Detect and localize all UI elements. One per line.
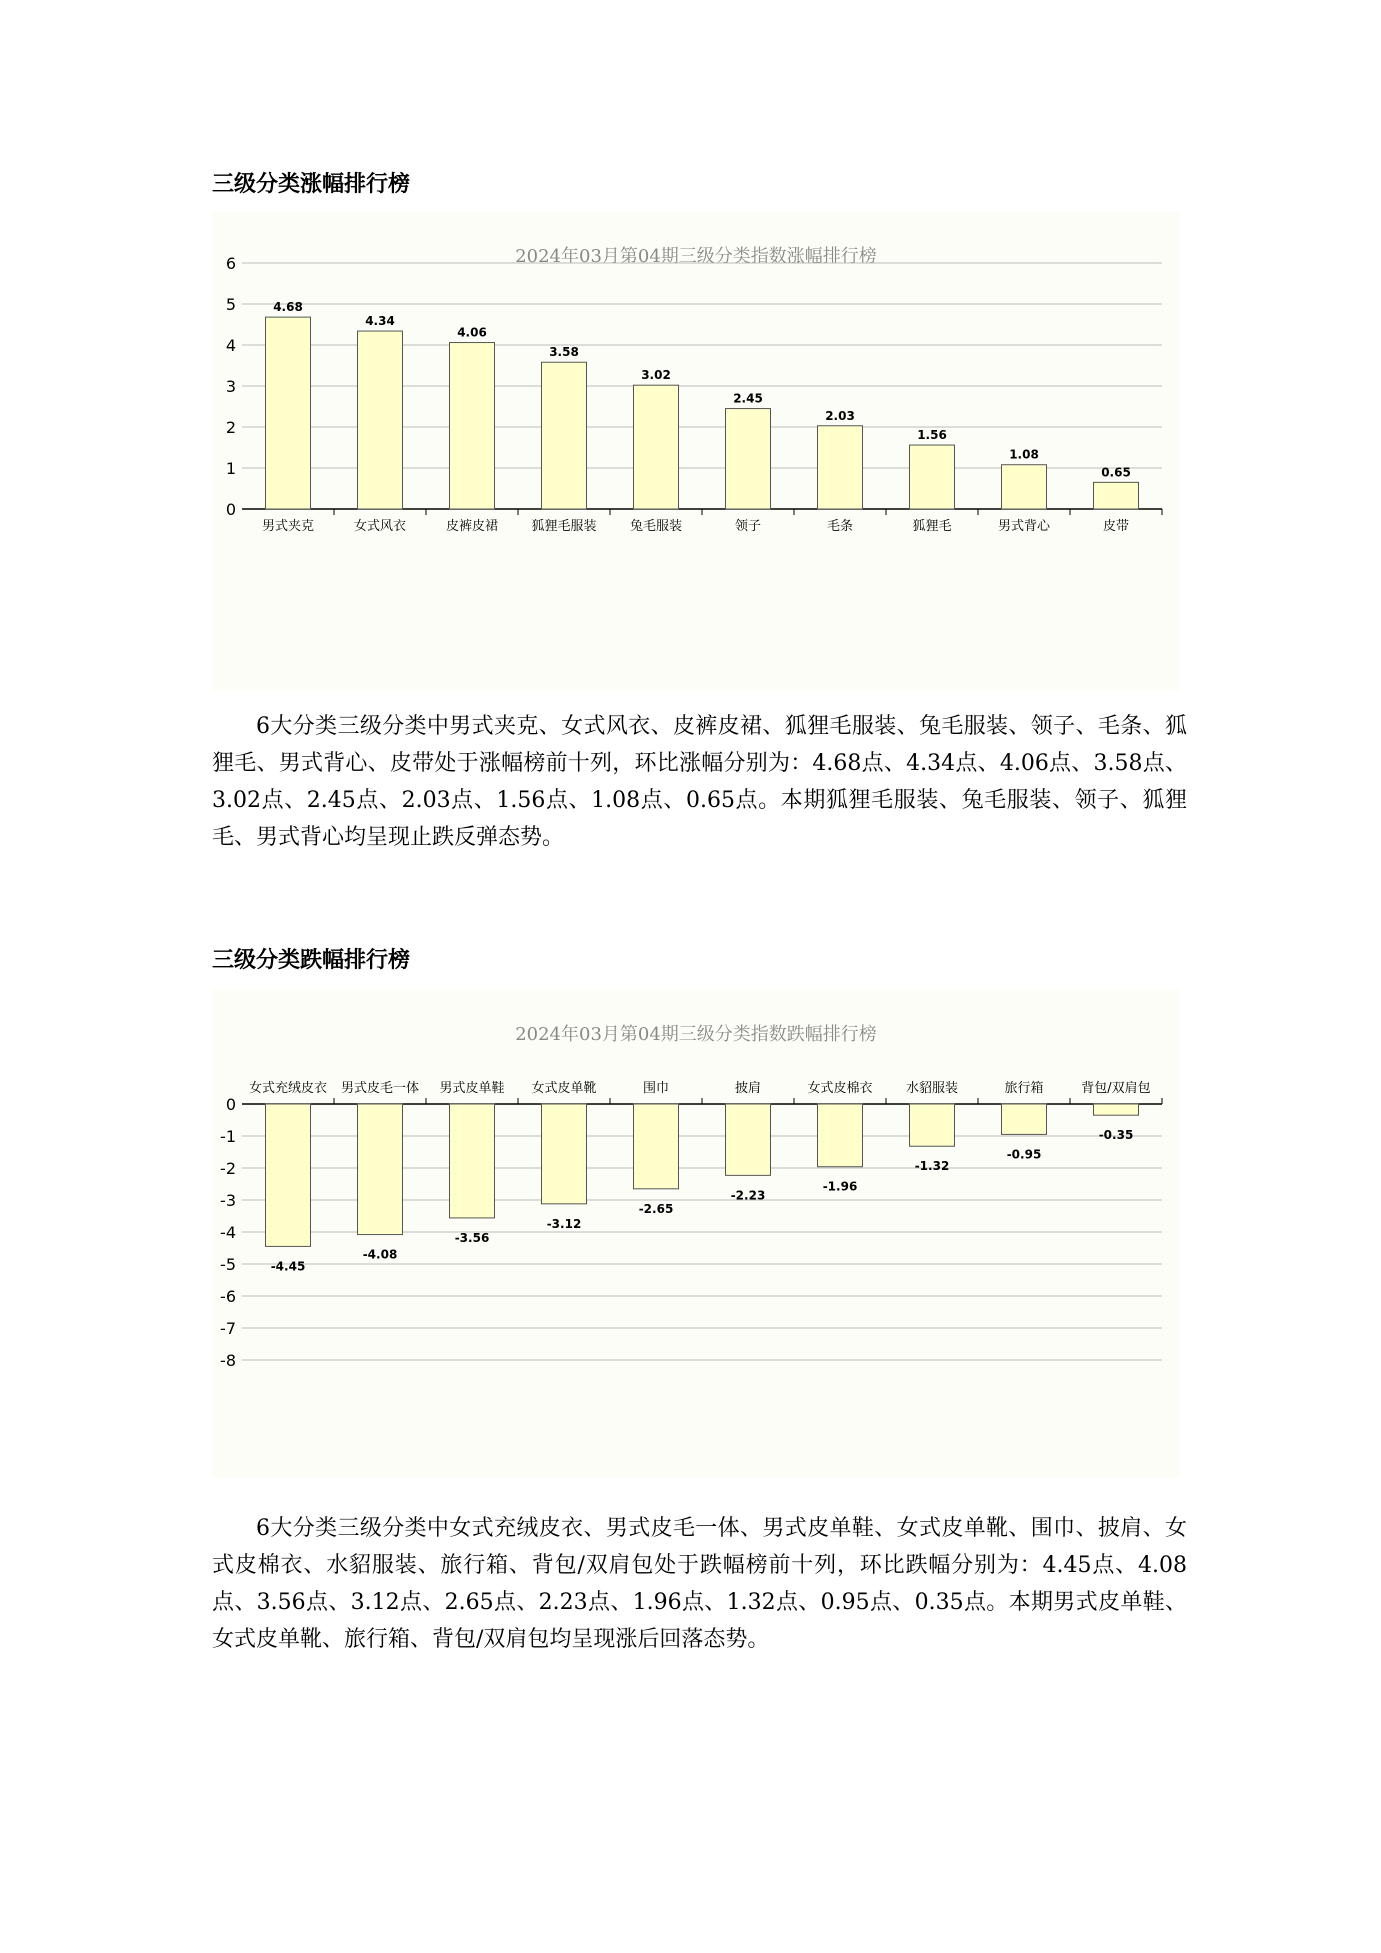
y-tick-label: 0 [225,500,236,519]
data-label: 2.45 [733,391,763,406]
bar [266,317,311,509]
data-label: 0.65 [1101,465,1131,480]
y-tick-label: 5 [225,295,236,314]
y-tick-label: -2 [220,1159,236,1178]
data-label: -3.12 [546,1216,582,1231]
fall-chart-svg [212,990,1180,1478]
y-tick-label: 6 [225,254,236,273]
bar [726,409,771,509]
bar [910,445,955,509]
bar [542,362,587,509]
rise-paragraph-text: 6大分类三级分类中男式夹克、女式风衣、皮裤皮裙、狐狸毛服装、兔毛服装、领子、毛条、狐狸毛、男式背心、皮带处于涨幅榜前十列，环比涨幅分别为：4.68点、4.34点、4.06点、3.58点、3.02点、2.45点、2.03点、1.56点、1.08点、0.65点。本期狐狸毛服装、兔毛服装、领子、狐狸毛、男式背心均呈现止跌反弹态势。 [212,714,1187,850]
y-tick-label: 0 [225,1095,236,1114]
data-label: 3.02 [641,368,671,383]
rise-paragraph [212,708,1187,856]
data-label: 4.34 [365,314,395,329]
category-label: 旅行箱 [1004,1081,1044,1096]
y-tick-label: -1 [220,1127,236,1146]
data-label: -0.95 [1006,1147,1042,1162]
y-tick-label: 3 [225,377,236,396]
category-label: 皮带 [1102,519,1130,534]
data-label: -2.23 [730,1188,766,1203]
section-heading-rise: 三级分类涨幅排行榜 [212,172,411,197]
bar [818,426,863,509]
y-tick-label: -4 [220,1223,236,1242]
category-label: 男式皮毛一体 [340,1081,420,1096]
category-label: 女式风衣 [353,519,407,534]
y-tick-label: 1 [225,459,236,478]
category-label: 背包/双肩包 [1081,1081,1151,1096]
category-label: 水貂服装 [905,1081,959,1096]
bar [818,1104,863,1167]
data-label: -3.56 [454,1230,490,1245]
category-label: 男式夹克 [261,519,315,534]
y-tick-label: -8 [220,1351,236,1370]
data-label: -4.08 [362,1247,398,1262]
y-tick-label: -3 [220,1191,236,1210]
data-label: 2.03 [825,408,855,423]
rise-chart [212,212,1180,690]
data-label: -4.45 [270,1259,306,1274]
category-label: 狐狸毛 [912,519,952,534]
category-label: 男式背心 [997,519,1051,534]
data-label: 4.06 [457,325,487,340]
category-label: 女式皮单靴 [531,1081,597,1096]
bar [634,1104,679,1189]
bar [910,1104,955,1146]
y-tick-label: 4 [225,336,236,355]
bar [266,1104,311,1246]
fall-chart-title: 2024年03月第04期三级分类指数跌幅排行榜 [515,1024,877,1045]
data-label: -1.32 [914,1159,950,1174]
bar [1094,482,1139,509]
category-label: 兔毛服装 [629,519,683,534]
rise-chart-svg [212,212,1180,690]
y-tick-label: -6 [220,1287,236,1306]
category-label: 男式皮单鞋 [439,1081,505,1096]
category-label: 毛条 [826,519,854,534]
data-label: 3.58 [549,345,579,360]
bar [1002,1104,1047,1134]
category-label: 女式充绒皮衣 [248,1081,328,1096]
data-label: 4.68 [273,300,303,315]
y-tick-label: -7 [220,1319,236,1338]
fall-chart [212,990,1180,1478]
fall-paragraph-text: 6大分类三级分类中女式充绒皮衣、男式皮毛一体、男式皮单鞋、女式皮单靴、围巾、披肩、女式皮棉衣、水貂服装、旅行箱、背包/双肩包处于跌幅榜前十列，环比跌幅分别为：4.45点、4.08点、3.56点、3.12点、2.65点、2.23点、1.96点、1.32点、0.95点、0.35点。本期男式皮单鞋、女式皮单靴、旅行箱、背包/双肩包均呈现涨后回落态势。 [212,1516,1187,1652]
data-label: -2.65 [638,1201,674,1216]
data-label: -0.35 [1098,1128,1134,1143]
category-label: 女式皮棉衣 [807,1081,873,1096]
bar [1094,1104,1139,1115]
y-tick-label: -5 [220,1255,236,1274]
category-label: 领子 [734,519,762,534]
category-label: 狐狸毛服装 [531,519,597,534]
bar [450,1104,495,1218]
rise-chart-title: 2024年03月第04期三级分类指数涨幅排行榜 [515,246,877,267]
bar [358,331,403,509]
fall-paragraph [212,1510,1187,1658]
bar [634,385,679,509]
data-label: 1.08 [1009,447,1039,462]
data-label: 1.56 [917,428,947,443]
category-label: 披肩 [734,1081,762,1096]
data-label: -1.96 [822,1179,858,1194]
y-tick-label: 2 [225,418,236,437]
bar [358,1104,403,1235]
category-label: 围巾 [642,1081,670,1096]
bar [726,1104,771,1175]
section-heading-fall: 三级分类跌幅排行榜 [212,948,411,973]
bar [542,1104,587,1204]
category-label: 皮裤皮裙 [445,519,499,534]
bar [450,343,495,509]
bar [1002,465,1047,509]
